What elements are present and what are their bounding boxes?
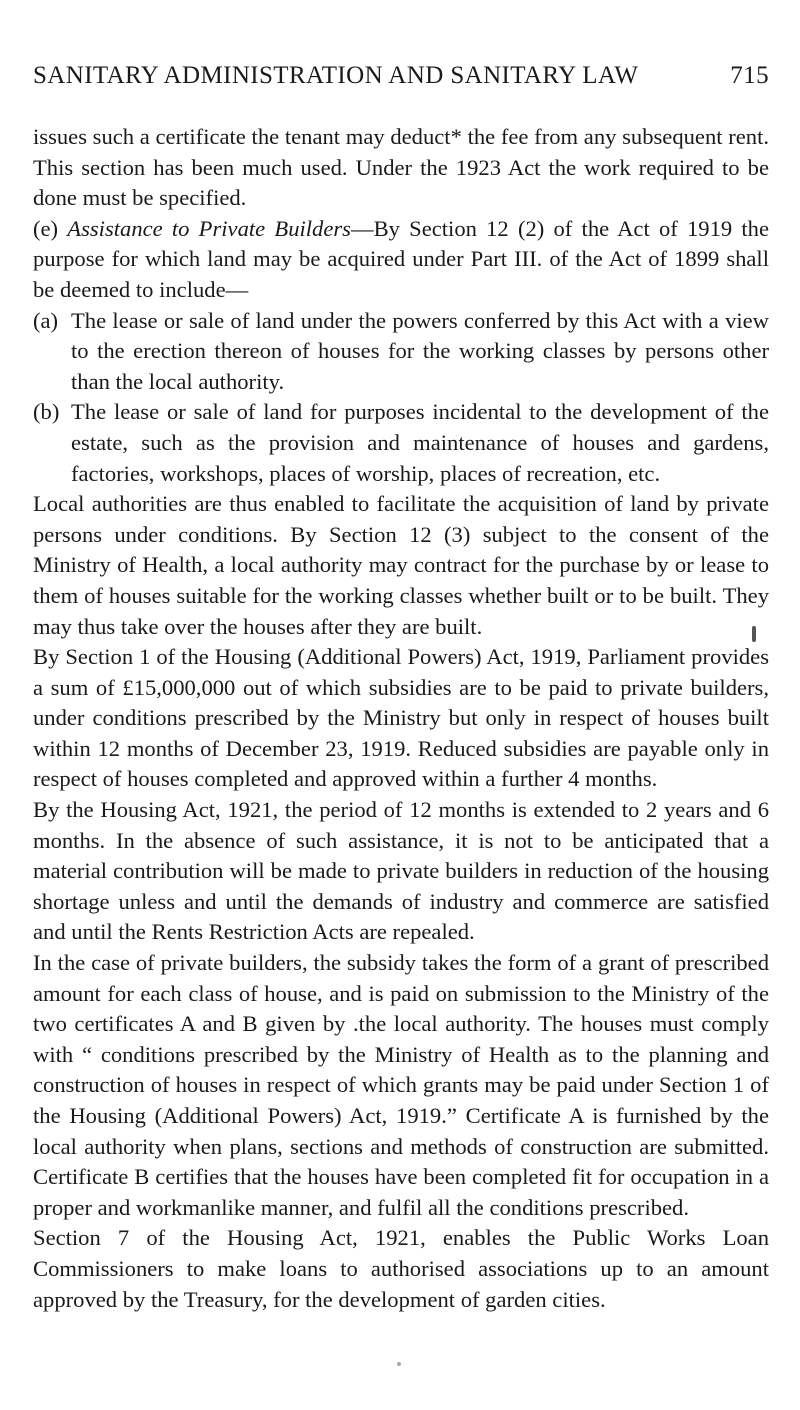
- section-label: (e): [33, 215, 59, 241]
- list-item-b: [33, 397, 769, 489]
- paper-speck: [397, 1362, 401, 1366]
- paragraph-certificate-fee: issues such a certificate the tenant may deduct* the fee from any subsequent rent. This section has been much used. Under the 1923 Act the work required to be done must be specified.: [33, 124, 769, 211]
- paragraph-housing-act-1921: By the Housing Act, 1921, the period of 12 months is extended to 2 years and 6 months. In the absence of such assistance, it is not to be anticipated that a material contribution will be made to private builders in reduction of the housing shortage unless and until the demands of industry and commerce are satisfied and until the Rents Restriction Acts are repealed.: [33, 797, 769, 945]
- paragraph-assistance-heading: [33, 214, 769, 306]
- list-marker-a: (a): [33, 307, 59, 333]
- paragraph-private-builders: In the case of private builders, the subsidy takes the form of a grant of prescribed amount for each class of house, and is paid on submission to the Ministry of the two certificates A and B given by .the local authority. The houses must comply with “ conditions prescribed by the Ministry of Health as to the planning and construction of houses in respect of which grants may be paid under Section 1 of the Housing (Additional Powers) Act, 1919.” Certificate A is furnished by the local authority when plans, sections and methods of construction are submitted. Certificate B certifies that the houses have been completed fit for occupation in a proper and workmanlike manner, and fulfil all the conditions prescribed.: [33, 950, 769, 1220]
- margin-ink-mark: [752, 626, 756, 642]
- running-title: SANITARY ADMINISTRATION AND SANITARY LAW: [33, 62, 639, 89]
- section-text: —By Section 12 (2) of the Act of 1919 the purpose for which land may be acquired under Part III. of the Act of 1899 shall be deemed to include—: [33, 215, 769, 302]
- list-text-a: The lease or sale of land under the powers conferred by this Act with a view to the erection thereon of houses for the working classes by persons other than the local authority.: [71, 307, 769, 394]
- list-item-a: [33, 306, 769, 398]
- book-page: [33, 62, 769, 1315]
- paragraph-garden-cities: Section 7 of the Housing Act, 1921, enables the Public Works Loan Commissioners to make loans to authorised associations up to an amount approved by the Treasury, for the development of garden cities.: [33, 1225, 769, 1312]
- list-text-b: The lease or sale of land for purposes incidental to the development of the estate, such as the provision and maintenance of houses and gardens, factories, workshops, places of worship, places of recreation, etc.: [71, 399, 769, 486]
- section-heading: Assistance to Private Builders: [67, 215, 351, 241]
- paragraph-local-authorities: Local authorities are thus enabled to facilitate the acquisition of land by private persons under conditions. By Section 12 (3) subject to the consent of the Ministry of Health, a local authority may contract for the purchase by or lease to them of houses suitable for the working classes whether built or to be built. They may thus take over the houses after they are built.: [33, 491, 769, 639]
- page-number: 715: [730, 62, 769, 89]
- list-marker-b: (b): [33, 399, 60, 425]
- body-text: [33, 122, 769, 1315]
- paragraph-subsidies-1919: By Section 1 of the Housing (Additional Powers) Act, 1919, Parliament provides a sum of £15,000,000 out of which subsidies are to be paid to private builders, under conditions prescribed by the Ministry but only in respect of houses built within 12 months of December 23, 1919. Reduced subsidies are payable only in respect of houses completed and approved within a further 4 months.: [33, 644, 769, 792]
- running-header: [33, 62, 769, 90]
